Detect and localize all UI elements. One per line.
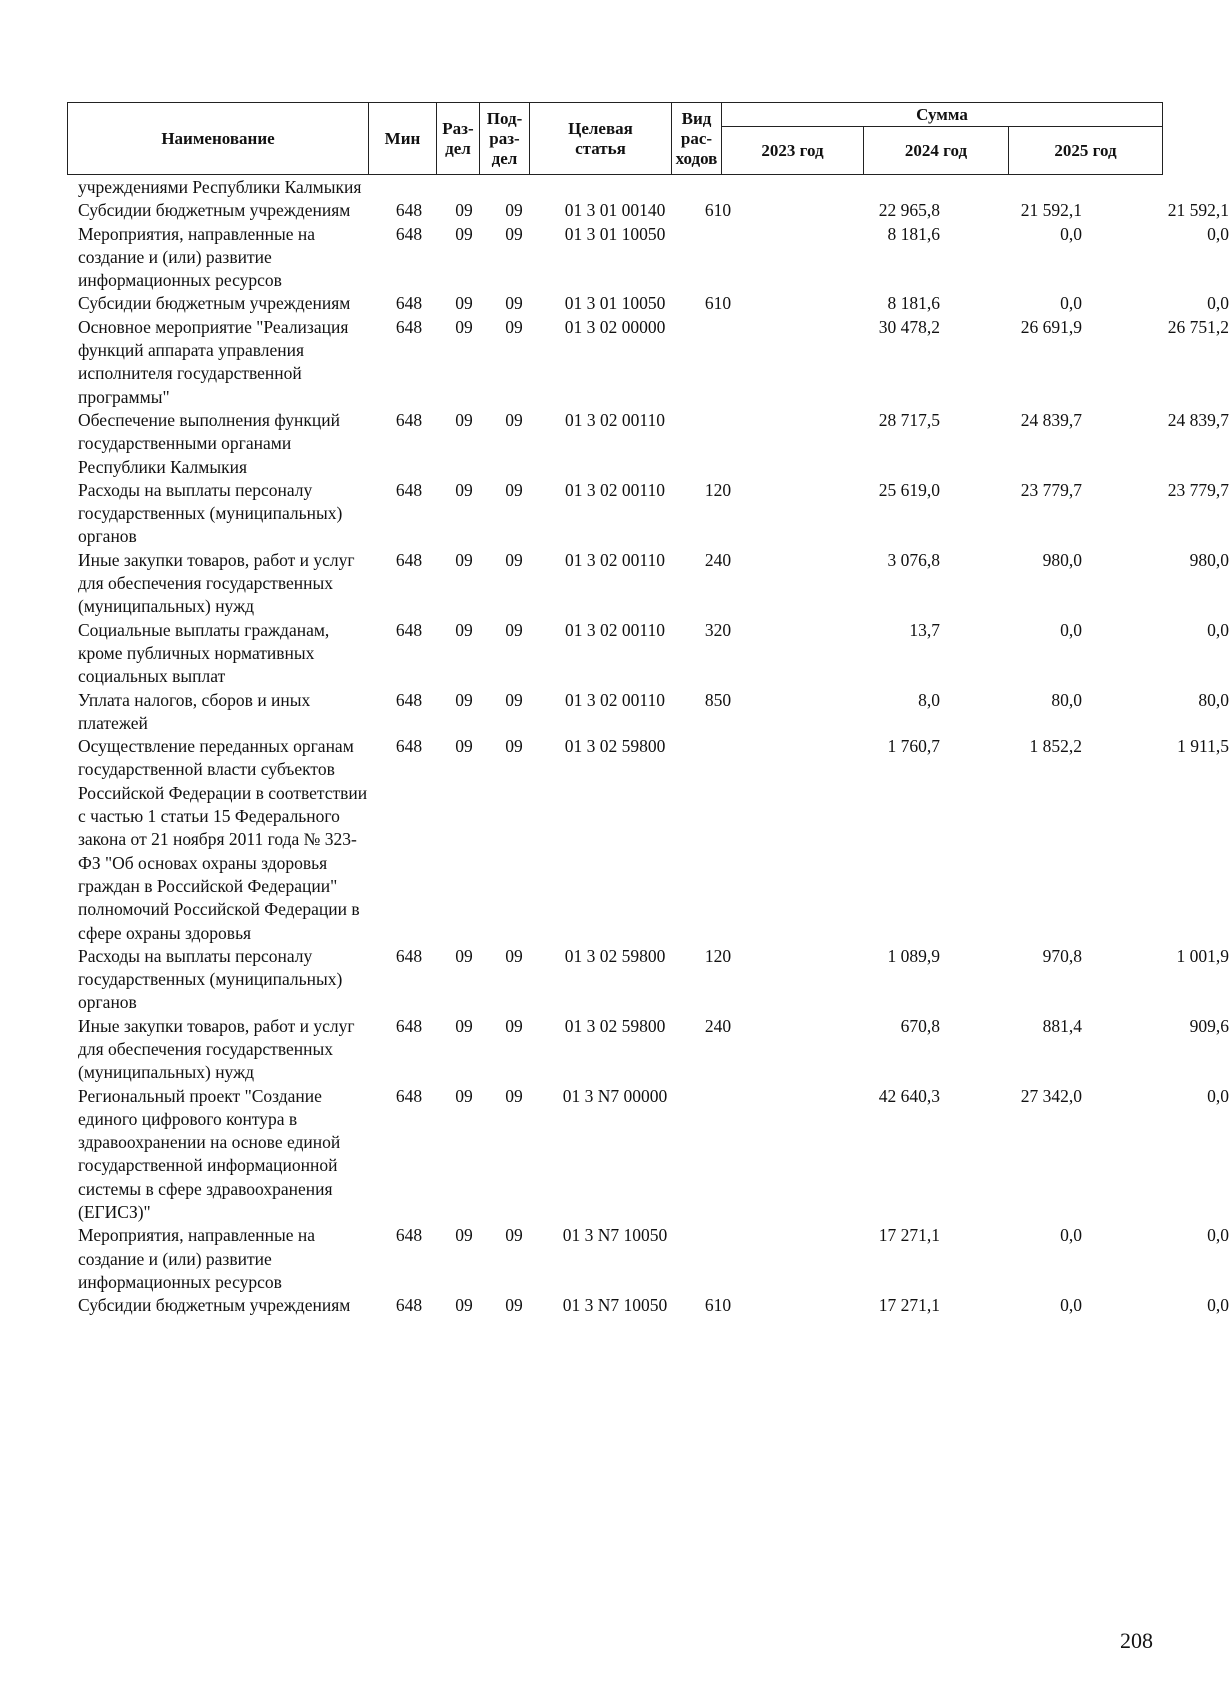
row-sum-2025: 26 751,2: [1167, 316, 1229, 337]
row-podrazdel: 09: [505, 293, 523, 314]
table-row: [67, 689, 1229, 736]
row-sum-2024: 80,0: [1051, 689, 1082, 710]
table-row: [67, 549, 1229, 619]
row-razdel: 09: [455, 689, 473, 710]
row-sum-2024: 980,0: [1042, 549, 1082, 570]
row-sum-2024: 21 592,1: [1020, 200, 1082, 221]
table-row: [67, 1085, 1229, 1225]
row-name: Расходы на выплаты персоналу государственных (муниципальных) органов: [78, 479, 343, 547]
header-sum: Сумма: [722, 103, 1163, 127]
row-min: 648: [395, 1295, 423, 1316]
row-razdel: 09: [455, 1225, 473, 1246]
row-name: Мероприятия, направленные на создание и (или) развитие информационных ресурсов: [78, 1225, 316, 1292]
row-sum-2024: 24 839,7: [1020, 409, 1082, 430]
row-target-code: 01 3 01 00140: [564, 200, 666, 221]
row-name: Уплата налогов, сборов и иных платежей: [78, 689, 311, 733]
page-number: 208: [1120, 1628, 1153, 1653]
row-sum-2023: 8 181,6: [887, 223, 940, 244]
row-min: 648: [395, 1085, 423, 1106]
table-row: [67, 199, 1229, 222]
row-target-code: 01 3 02 00110: [565, 409, 665, 430]
row-target-code: 01 3 N7 00000: [562, 1085, 668, 1106]
header-year-2025: 2025 год: [1009, 127, 1163, 175]
table-row: [67, 1294, 1229, 1317]
row-sum-2024: 23 779,7: [1020, 479, 1082, 500]
row-min: 648: [395, 223, 423, 244]
row-razdel: 09: [455, 223, 473, 244]
row-podrazdel: 09: [505, 409, 523, 430]
row-min: 648: [395, 293, 423, 314]
row-sum-2023: 670,8: [900, 1015, 940, 1036]
row-vid: 240: [704, 549, 732, 570]
row-sum-2025: 21 592,1: [1167, 200, 1229, 221]
row-podrazdel: 09: [505, 479, 523, 500]
row-target-code: 01 3 02 00110: [565, 619, 665, 640]
row-razdel: 09: [455, 945, 473, 966]
row-min: 648: [395, 549, 423, 570]
row-target-code: 01 3 N7 10050: [562, 1295, 668, 1316]
row-vid: 610: [704, 1295, 732, 1316]
header-year-2024: 2024 год: [864, 127, 1009, 175]
header-vid: Вид рас- ходов: [672, 103, 722, 175]
row-sum-2023: 1 089,9: [887, 945, 940, 966]
row-target-code: 01 3 02 00110: [565, 479, 665, 500]
row-podrazdel: 09: [505, 1015, 523, 1036]
table-row: [67, 1224, 1229, 1294]
header-year-2023: 2023 год: [722, 127, 864, 175]
row-min: 648: [395, 479, 423, 500]
row-sum-2023: 30 478,2: [878, 316, 940, 337]
table-row: [67, 176, 1162, 199]
row-podrazdel: 09: [505, 1085, 523, 1106]
row-sum-2025: 0,0: [1207, 1225, 1229, 1246]
row-podrazdel: 09: [505, 549, 523, 570]
header-name: Наименование: [68, 103, 369, 175]
row-sum-2025: 909,6: [1189, 1015, 1229, 1036]
row-sum-2024: 0,0: [1060, 1295, 1082, 1316]
row-sum-2023: 8,0: [918, 689, 940, 710]
row-sum-2025: 0,0: [1207, 619, 1229, 640]
table-row: [67, 292, 1229, 315]
row-target-code: 01 3 02 59800: [564, 1015, 666, 1036]
table-body: [67, 176, 1229, 1318]
row-target-code: 01 3 01 10050: [564, 293, 666, 314]
row-min: 648: [395, 945, 423, 966]
row-sum-2025: 1 911,5: [1177, 736, 1229, 757]
row-podrazdel: 09: [505, 223, 523, 244]
row-target-code: 01 3 01 10050: [564, 223, 666, 244]
row-sum-2024: 0,0: [1060, 1225, 1082, 1246]
row-razdel: 09: [455, 316, 473, 337]
row-name: Осуществление переданных органам государственной власти субъектов Российской Федерации в соответствии с частью 1 статьи 15 Федерального закона от 21 ноября 2011 года № 323-ФЗ "Об основах охраны здоровья граждан в Российской Федерации" полномочий Российской Федерации в сфере охраны здоровья: [78, 736, 368, 943]
row-sum-2025: 23 779,7: [1167, 479, 1229, 500]
row-sum-2023: 3 076,8: [887, 549, 940, 570]
row-sum-2024: 970,8: [1042, 945, 1082, 966]
row-sum-2023: 8 181,6: [887, 293, 940, 314]
header-razdel: Раз- дел: [437, 103, 480, 175]
row-vid: 610: [704, 293, 732, 314]
row-sum-2023: 17 271,1: [878, 1295, 940, 1316]
row-vid: 320: [704, 619, 732, 640]
row-podrazdel: 09: [505, 689, 523, 710]
table-row: [67, 479, 1229, 549]
row-razdel: 09: [455, 479, 473, 500]
row-vid: 850: [704, 689, 732, 710]
row-razdel: 09: [455, 200, 473, 221]
row-sum-2024: 0,0: [1060, 293, 1082, 314]
row-sum-2025: 0,0: [1207, 293, 1229, 314]
row-sum-2024: 0,0: [1060, 619, 1082, 640]
row-min: 648: [395, 200, 423, 221]
row-sum-2024: 27 342,0: [1020, 1085, 1082, 1106]
row-razdel: 09: [455, 409, 473, 430]
row-sum-2023: 22 965,8: [878, 200, 940, 221]
row-vid: 120: [704, 479, 732, 500]
row-podrazdel: 09: [505, 1295, 523, 1316]
row-podrazdel: 09: [505, 736, 523, 757]
row-vid: 240: [704, 1015, 732, 1036]
row-sum-2023: 42 640,3: [878, 1085, 940, 1106]
row-min: 648: [395, 1015, 423, 1036]
table-row: [67, 945, 1229, 1015]
row-sum-2023: 17 271,1: [878, 1225, 940, 1246]
table-row: [67, 619, 1229, 689]
row-podrazdel: 09: [505, 316, 523, 337]
table-header: [67, 102, 1163, 175]
row-name: Основное мероприятие "Реализация функций аппарата управления исполнителя государственной программы": [78, 316, 349, 407]
row-sum-2025: 24 839,7: [1167, 409, 1229, 430]
row-name: Субсидии бюджетным учреждениям: [78, 293, 351, 314]
row-sum-2023: 28 717,5: [878, 409, 940, 430]
row-min: 648: [395, 619, 423, 640]
row-razdel: 09: [455, 1015, 473, 1036]
row-name: Иные закупки товаров, работ и услуг для обеспечения государственных (муниципальных) нужд: [78, 549, 355, 617]
header-podrazdel: Под- раз- дел: [480, 103, 530, 175]
row-sum-2023: 13,7: [909, 619, 940, 640]
row-name: Субсидии бюджетным учреждениям: [78, 1295, 351, 1316]
row-target-code: 01 3 02 00000: [564, 316, 666, 337]
row-sum-2024: 0,0: [1060, 223, 1082, 244]
row-target-code: 01 3 N7 10050: [562, 1225, 668, 1246]
row-razdel: 09: [455, 1085, 473, 1106]
row-target-code: 01 3 02 00110: [565, 689, 665, 710]
row-min: 648: [395, 1225, 423, 1246]
row-name: Мероприятия, направленные на создание и (или) развитие информационных ресурсов: [78, 223, 316, 291]
header-target: Целевая статья: [530, 103, 672, 175]
row-name: Региональный проект "Создание единого цифрового контура в здравоохранении на основе единой государственной информационной системы в сфере здравоохранения (ЕГИСЗ)": [78, 1085, 341, 1223]
row-name: Расходы на выплаты персоналу государственных (муниципальных) органов: [78, 945, 343, 1013]
row-razdel: 09: [455, 619, 473, 640]
row-min: 648: [395, 409, 423, 430]
row-vid: 120: [704, 945, 732, 966]
row-sum-2024: 881,4: [1042, 1015, 1082, 1036]
row-sum-2024: 1 852,2: [1029, 736, 1082, 757]
table-row: [67, 1015, 1229, 1085]
row-sum-2025: 0,0: [1207, 1085, 1229, 1106]
row-min: 648: [395, 736, 423, 757]
row-min: 648: [395, 316, 423, 337]
row-podrazdel: 09: [505, 619, 523, 640]
table-row: [67, 316, 1229, 409]
row-podrazdel: 09: [505, 200, 523, 221]
table-row: [67, 223, 1229, 293]
row-min: 648: [395, 689, 423, 710]
row-sum-2025: 0,0: [1207, 1295, 1229, 1316]
row-sum-2024: 26 691,9: [1020, 316, 1082, 337]
row-razdel: 09: [455, 736, 473, 757]
row-target-code: 01 3 02 00110: [565, 549, 665, 570]
row-sum-2025: 1 001,9: [1176, 945, 1229, 966]
row-vid: 610: [704, 200, 732, 221]
row-razdel: 09: [455, 549, 473, 570]
row-name: Субсидии бюджетным учреждениям: [78, 200, 351, 221]
row-name: Иные закупки товаров, работ и услуг для обеспечения государственных (муниципальных) нужд: [78, 1015, 355, 1083]
row-sum-2025: 980,0: [1189, 549, 1229, 570]
row-name: Обеспечение выполнения функций государственными органами Республики Калмыкия: [78, 409, 340, 477]
row-podrazdel: 09: [505, 1225, 523, 1246]
header-min: Мин: [369, 103, 437, 175]
row-razdel: 09: [455, 293, 473, 314]
row-target-code: 01 3 02 59800: [564, 945, 666, 966]
row-sum-2023: 1 760,7: [887, 736, 940, 757]
row-podrazdel: 09: [505, 945, 523, 966]
row-name: Социальные выплаты гражданам, кроме публичных нормативных социальных выплат: [78, 619, 330, 687]
row-target-code: 01 3 02 59800: [564, 736, 666, 757]
table-row: [67, 409, 1229, 479]
row-name: учреждениями Республики Калмыкия: [78, 177, 362, 197]
row-razdel: 09: [455, 1295, 473, 1316]
row-sum-2023: 25 619,0: [878, 479, 940, 500]
row-sum-2025: 80,0: [1198, 689, 1229, 710]
table-row: [67, 735, 1229, 945]
row-sum-2025: 0,0: [1207, 223, 1229, 244]
